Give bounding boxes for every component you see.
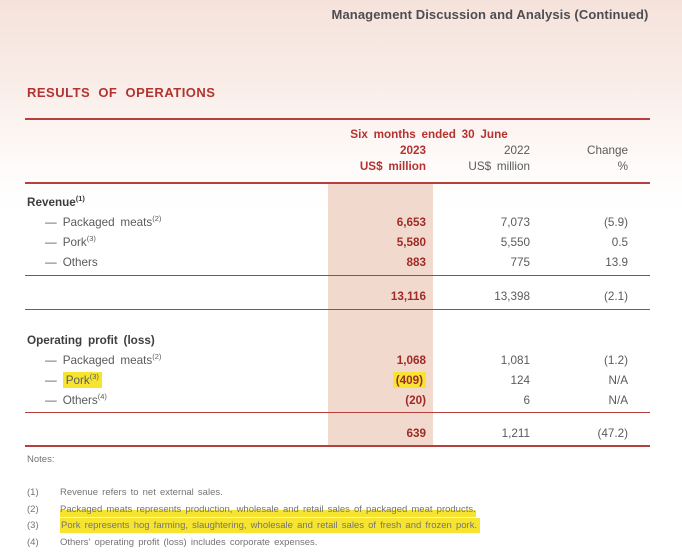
value-change: N/A (608, 373, 628, 387)
value-change: N/A (608, 393, 628, 407)
note-text (60, 521, 655, 531)
row-label (25, 193, 328, 209)
results-table (25, 118, 650, 447)
note-text (60, 488, 655, 498)
value-2022: 1,081 (500, 353, 530, 367)
item-label: Others (62, 255, 98, 269)
row-revenue-packaged-meats (25, 212, 650, 232)
value-change: (2.1) (603, 289, 628, 303)
value-2023: 6,653 (396, 215, 426, 229)
note-number: (3) (27, 520, 39, 531)
table-header (25, 118, 650, 184)
item-label: Packaged meats (62, 353, 153, 367)
footnote-marker: (2) (152, 213, 162, 223)
item-label: Others (62, 393, 98, 407)
row-label (25, 256, 328, 269)
row-op-others (25, 390, 650, 410)
row-op-pork (25, 370, 650, 390)
item-label: Pork (65, 373, 90, 387)
value-change: 13.9 (605, 255, 628, 269)
value-2023: 1,068 (396, 353, 426, 367)
value-2022: 775 (510, 255, 530, 269)
doc-title: Management Discussion and Analysis (Continued) (331, 7, 649, 22)
row-revenue (25, 192, 650, 212)
note-text-span: Revenue refers to net external sales. (60, 487, 223, 498)
year-2022-header: 2022 (503, 143, 530, 157)
dash: — (45, 393, 57, 407)
note-text (60, 538, 655, 548)
period-header: Six months ended 30 June (350, 127, 508, 141)
highlight-pork-label (63, 372, 102, 388)
table-header-year-row (25, 142, 650, 158)
divider-rule (25, 309, 650, 310)
value-2023: 5,580 (396, 235, 426, 249)
row-revenue-total (25, 286, 650, 306)
value-2022: 13,398 (494, 289, 530, 303)
row-label (25, 391, 328, 407)
note-row-1 (27, 488, 655, 498)
footnote-marker: (1) (75, 193, 85, 203)
dash: — (45, 235, 57, 249)
row-op-packaged-meats (25, 350, 650, 370)
row-revenue-others (25, 252, 650, 272)
row-label (25, 233, 328, 249)
row-op-total (25, 423, 650, 443)
value-change: (5.9) (603, 215, 628, 229)
note-number: (2) (27, 503, 39, 515)
row-revenue-pork (25, 232, 650, 252)
dash: — (45, 373, 57, 387)
footnote-marker: (4) (97, 391, 107, 401)
unit-2023-header: US$ million (359, 159, 426, 173)
section-label: Operating profit (loss) (27, 333, 155, 347)
value-2022: 5,550 (500, 235, 530, 249)
value-2023: (20) (405, 393, 426, 407)
dash: — (45, 255, 57, 269)
highlight-note-3: Pork represents hog farming, slaughtering, wholesale and retail sales of fresh and frozen pork. (60, 518, 480, 533)
table-header-period-row (25, 126, 650, 142)
table-header-unit-row (25, 158, 650, 174)
value-2022: 124 (510, 373, 530, 387)
divider-rule (25, 275, 650, 276)
note-number: (1) (27, 487, 39, 498)
year-2023-header: 2023 (399, 143, 426, 157)
note-text (60, 505, 655, 515)
item-label: Packaged meats (62, 215, 153, 229)
table-body (25, 184, 650, 447)
value-change: 0.5 (611, 235, 628, 249)
footnote-marker: (3) (86, 233, 96, 243)
highlight-pork-value: (409) (393, 372, 426, 388)
note-row-2 (27, 505, 655, 515)
note-row-4 (27, 538, 655, 548)
dash: — (45, 215, 57, 229)
value-2022: 6 (523, 393, 530, 407)
divider-rule (25, 412, 650, 413)
unit-change-header: % (617, 159, 628, 173)
value-change: (47.2) (597, 426, 628, 440)
section-label: Revenue (27, 195, 76, 209)
footnote-marker: (3) (89, 371, 99, 381)
row-label (25, 351, 328, 367)
item-label: Pork (62, 235, 87, 249)
value-2022: 7,073 (500, 215, 530, 229)
note-row-3 (27, 521, 655, 531)
note-number: (4) (27, 536, 39, 548)
change-header: Change (587, 143, 628, 157)
value-change: (1.2) (603, 353, 628, 367)
footnote-marker: (2) (152, 351, 162, 361)
unit-2022-header: US$ million (468, 159, 530, 173)
value-2023: 639 (406, 426, 426, 440)
row-label (25, 371, 328, 387)
value-2023: 883 (406, 255, 426, 269)
dash: — (45, 353, 57, 367)
row-operating-profit (25, 330, 650, 350)
value-2023: 13,116 (390, 289, 426, 303)
notes-section (27, 455, 655, 554)
row-label (25, 334, 328, 347)
value-2022: 1,211 (501, 426, 530, 440)
value-2023 (328, 374, 433, 387)
note-text-span: Others' operating profit (loss) includes corporate expenses. (60, 536, 318, 548)
section-title: RESULTS OF OPERATIONS (27, 85, 216, 100)
highlight-note-2: Packaged meats represents production, wholesale and retail sales of packaged meat products. (60, 503, 476, 515)
notes-heading: Notes: (27, 454, 55, 465)
row-label (25, 213, 328, 229)
